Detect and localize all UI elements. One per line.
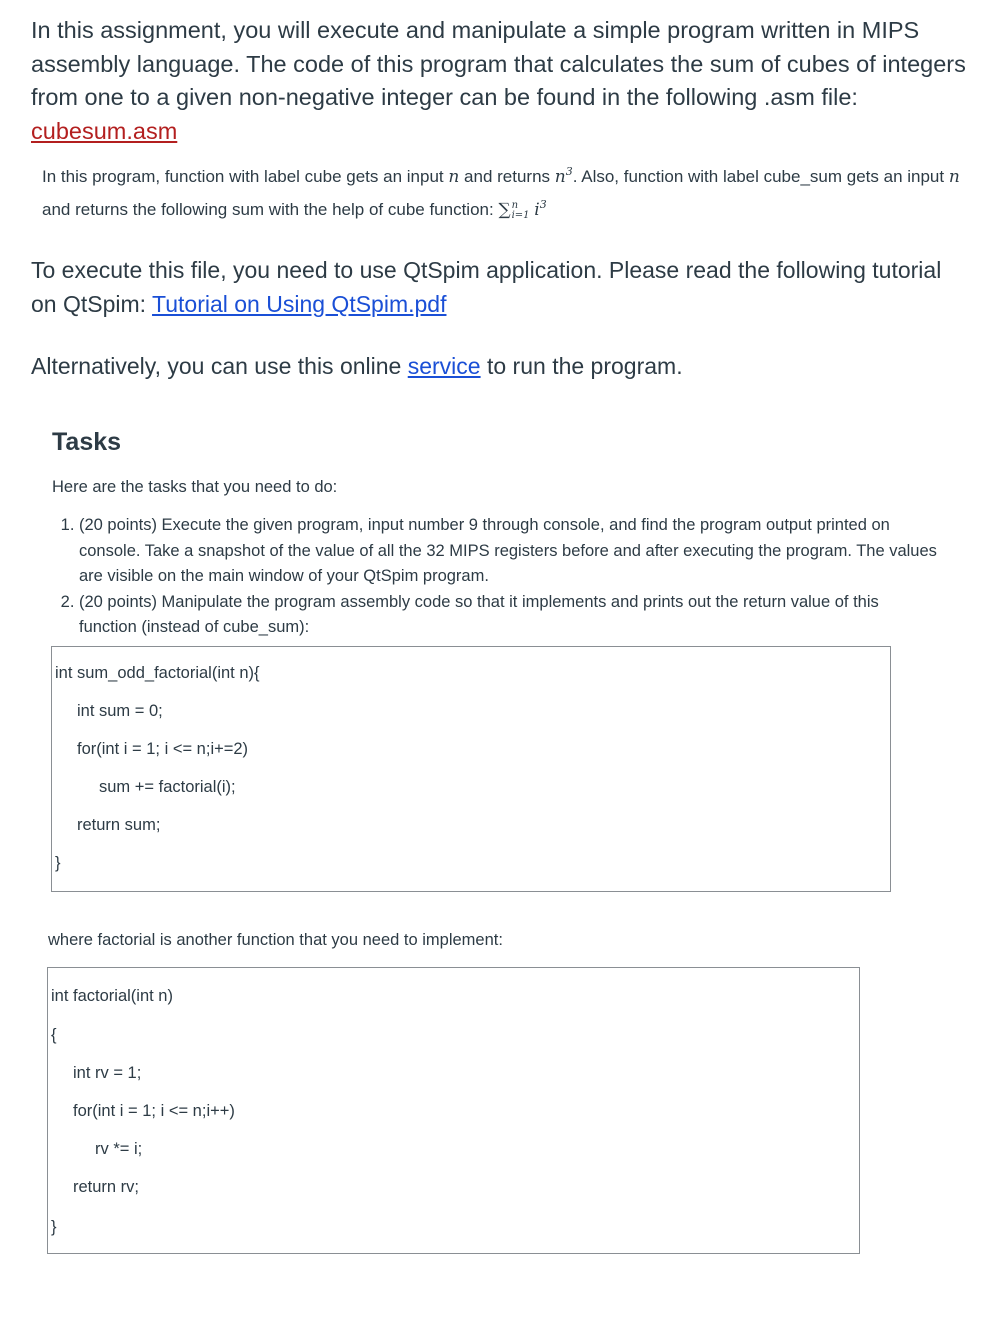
- sum-formula: ∑: [498, 200, 511, 220]
- code-line: }: [51, 1218, 57, 1236]
- task-item: 1. (20 points) Execute the given program, input number 9 through console, and find the program output printed on console. Take a snapshot of the value of all the 32 MIPS registers before and after executing the program. The values are visible on the main window of your QtSpim program.: [79, 513, 939, 590]
- code-line: rv *= i;: [95, 1140, 143, 1158]
- alternative-paragraph: Alternatively, you can use this online service to run the program.: [31, 353, 683, 379]
- code-line: sum += factorial(i);: [99, 778, 236, 796]
- factorial-code: [47, 967, 860, 1254]
- qtspim-tutorial-link[interactable]: Tutorial on Using QtSpim.pdf: [152, 290, 447, 317]
- sum-odd-factorial-code: [51, 646, 891, 892]
- task-item: 2. (20 points) Manipulate the program assembly code so that it implements and prints out the return value of this function (instead of cube_sum):: [79, 590, 939, 641]
- code-line: {: [51, 1026, 57, 1044]
- code-line: return sum;: [77, 816, 161, 834]
- tasks-heading: Tasks: [52, 428, 122, 456]
- online-service-link[interactable]: service: [407, 353, 481, 379]
- code-line: int factorial(int n): [51, 987, 173, 1005]
- tasks-intro: Here are the tasks that you need to do:: [52, 478, 338, 496]
- code-line: int sum_odd_factorial(int n){: [55, 664, 260, 682]
- intro-paragraph: [31, 14, 966, 148]
- code-line: int sum = 0;: [77, 702, 163, 720]
- code-line: for(int i = 1; i <= n;i+=2): [77, 740, 249, 758]
- cubesum-file-link[interactable]: cubesum.asm: [31, 117, 178, 144]
- code-line: int rv = 1;: [73, 1064, 142, 1082]
- where-text: where factorial is another function that you need to implement:: [48, 931, 503, 949]
- code-line: return rv;: [73, 1178, 140, 1196]
- code-line: }: [55, 854, 61, 872]
- program-note: In this program, function with label cube gets an input n and returns $n^3$. Also, function with label cube_sum gets an input n and returns the following sum with the help of cube function: ∑ n i=1 $i^3$: [42, 165, 960, 221]
- task-list: [52, 513, 939, 641]
- intro-text: In this assignment, you will execute and manipulate a simple program written in MIPS assembly language. The code of this program that calculates the sum of cubes of integers from one to a given non-negative integer can be found in the following .asm file:: [31, 17, 966, 110]
- qtspim-paragraph: To execute this file, you need to use QtSpim application. Please read the following tutorial on QtSpim: Tutorial on Using QtSpim.pdf: [31, 257, 942, 317]
- code-line: for(int i = 1; i <= n;i++): [73, 1102, 235, 1120]
